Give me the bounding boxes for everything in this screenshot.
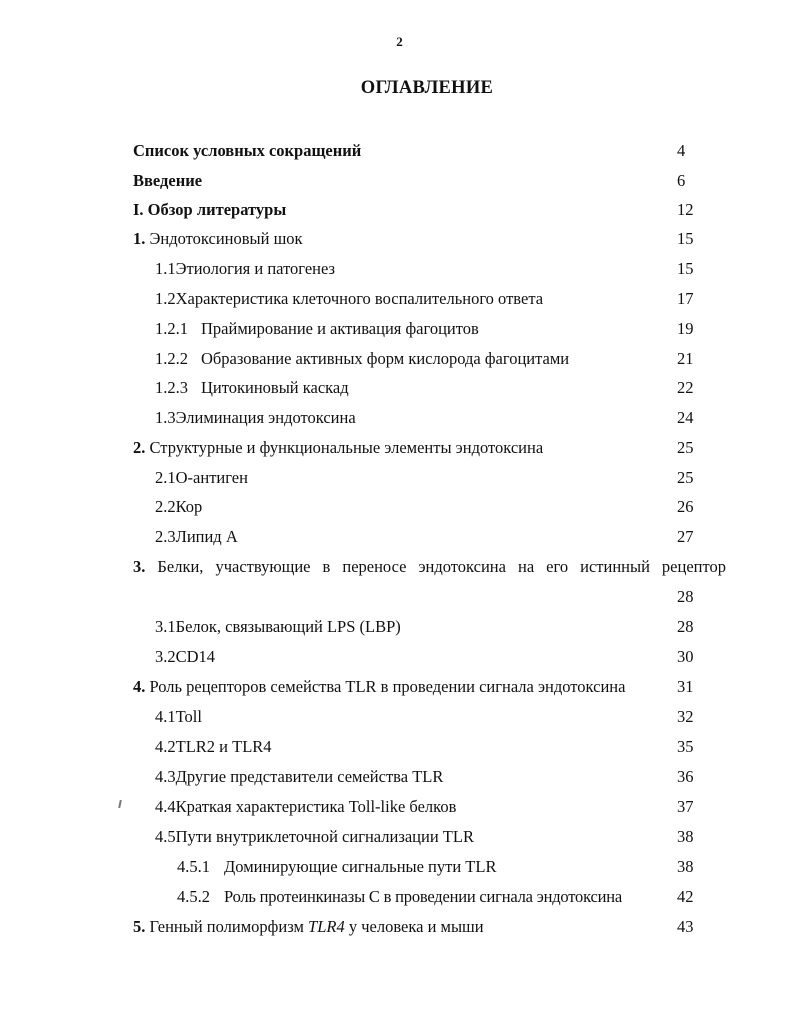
toc-entry-text: Роль протеинкиназы С в проведении сигнала эндотоксина <box>224 887 623 906</box>
toc-entry-text: Структурные и функциональные элементы эндотоксина <box>149 438 544 457</box>
toc-entry-text: Доминирующие сигнальные пути TLR <box>224 857 497 876</box>
toc-entry-number: 2.1 <box>155 468 176 487</box>
toc-entry-page: 32 <box>677 707 694 726</box>
toc-entry-page: 35 <box>677 737 694 756</box>
toc-entry-text: Введение <box>133 171 203 190</box>
toc-entry-number: 1.2.1 <box>155 319 188 338</box>
toc-entry-page: 6 <box>677 171 686 190</box>
toc-entry-number: 1.2.3 <box>155 378 188 397</box>
toc-entry-number: I. <box>133 200 144 219</box>
toc-entry-text: Генный полиморфизм <box>149 917 304 936</box>
toc-entry-page: 15 <box>677 259 694 278</box>
toc-entry-page: 27 <box>677 527 694 546</box>
toc-entry-text: Toll <box>175 707 202 726</box>
toc-entry-text-tail: у человека и мыши <box>348 917 484 936</box>
toc-entry-1[interactable] <box>0 229 799 255</box>
toc-entry-text: Список условных сокращений <box>133 141 362 160</box>
toc-entry-number: 4. <box>133 677 146 696</box>
toc-entry-text: Липид А <box>175 527 238 546</box>
toc-entry-1-2-3[interactable] <box>0 378 799 404</box>
toc-entry-number: 1. <box>133 229 146 248</box>
toc-entry-2-3[interactable] <box>0 527 799 553</box>
toc-entry-page: 30 <box>677 647 694 666</box>
toc-entry-number: 3.2 <box>155 647 176 666</box>
toc-entry-number: 2.3 <box>155 527 176 546</box>
toc-entry-page: 37 <box>677 797 694 816</box>
toc-entry-number: 4.5 <box>155 827 176 846</box>
toc-entry-number: 4.3 <box>155 767 176 786</box>
toc-entry-page: 17 <box>677 289 694 308</box>
toc-entry-abbreviations[interactable] <box>0 141 799 167</box>
toc-entry-text: TLR2 и TLR4 <box>175 737 272 756</box>
toc-entry-text: Краткая характеристика Toll-like белков <box>175 797 457 816</box>
toc-entry-number: 3.1 <box>155 617 176 636</box>
toc-entry-number: 4.1 <box>155 707 176 726</box>
toc-entry-1-2-2[interactable] <box>0 349 799 375</box>
toc-entry-2-2[interactable] <box>0 497 799 523</box>
toc-entry-2-1[interactable] <box>0 468 799 494</box>
toc-entry-2[interactable] <box>0 438 799 464</box>
toc-entry-number: 4.2 <box>155 737 176 756</box>
toc-entry-number: 4.5.2 <box>177 887 210 906</box>
toc-entry-page: 28 <box>677 587 694 606</box>
toc-entry-page: 25 <box>677 468 694 487</box>
toc-entry-page: 21 <box>677 349 694 368</box>
toc-entry-page: 38 <box>677 827 694 846</box>
toc-entry-number: 5. <box>133 917 146 936</box>
toc-entry-page: 25 <box>677 438 694 457</box>
toc-entry-1-2[interactable] <box>0 289 799 315</box>
toc-entry-1-2-1[interactable] <box>0 319 799 345</box>
toc-entry-page: 4 <box>677 141 686 160</box>
toc-entry-text: Кор <box>175 497 203 516</box>
toc-entry-page: 26 <box>677 497 694 516</box>
toc-entry-text: Характеристика клеточного воспалительного ответа <box>175 289 544 308</box>
toc-entry-page: 22 <box>677 378 694 397</box>
toc-entry-page: 24 <box>677 408 694 427</box>
toc-entry-page: 28 <box>677 617 694 636</box>
toc-entry-text: Элиминация эндотоксина <box>175 408 356 427</box>
toc-entry-number: 2. <box>133 438 146 457</box>
toc-entry-5[interactable] <box>0 917 799 943</box>
toc-entry-part-1[interactable] <box>0 200 799 226</box>
toc-entry-text: Белки, участвующие в переносе эндотоксина на его истинный рецептор <box>157 557 726 576</box>
toc-entry-page: 36 <box>677 767 694 786</box>
toc-entry-page: 31 <box>677 677 694 696</box>
toc-entry-number: 3. <box>133 557 146 576</box>
toc-entry-text: Белок, связывающий LPS (LBP) <box>175 617 401 636</box>
toc-entry-text: Роль рецепторов семейства TLR в проведении сигнала эндотоксина <box>149 677 626 696</box>
toc-entry-4-1[interactable] <box>0 707 799 733</box>
toc-entry-text: Другие представители семейства TLR <box>175 767 444 786</box>
toc-entry-page: 15 <box>677 229 694 248</box>
toc-entry-4[interactable] <box>0 677 799 703</box>
toc-entry-number: 2.2 <box>155 497 176 516</box>
toc-entry-4-3[interactable] <box>0 767 799 793</box>
toc-entry-intro[interactable] <box>0 171 799 197</box>
toc-entry-number: 4.4 <box>155 797 176 816</box>
toc-entry-text: Образование активных форм кислорода фагоцитами <box>201 349 570 368</box>
toc-entry-text: Пути внутриклеточной сигнализации TLR <box>175 827 474 846</box>
toc-entry-1-1[interactable] <box>0 259 799 285</box>
toc-entry-text: Этиология и патогенез <box>175 259 336 278</box>
toc-entry-text: CD14 <box>175 647 216 666</box>
toc-entry-3[interactable] <box>0 557 799 615</box>
toc-entry-number: 1.2.2 <box>155 349 188 368</box>
toc-entry-text: Обзор литературы <box>147 200 287 219</box>
toc-entry-page: 12 <box>677 200 694 219</box>
toc-entry-text: Эндотоксиновый шок <box>149 229 303 248</box>
toc-entry-page: 19 <box>677 319 694 338</box>
toc-entry-1-3[interactable] <box>0 408 799 434</box>
toc-entry-number: 1.3 <box>155 408 176 427</box>
toc-entry-4-5[interactable] <box>0 827 799 853</box>
toc-entry-page: 42 <box>677 887 694 906</box>
toc-entry-4-2[interactable] <box>0 737 799 763</box>
toc-entry-number: 4.5.1 <box>177 857 210 876</box>
toc-entry-text: Цитокиновый каскад <box>201 378 349 397</box>
toc-entry-page: 43 <box>677 917 694 936</box>
page-number: 2 <box>396 34 403 49</box>
toc-entry-3-2[interactable] <box>0 647 799 673</box>
toc-entry-text: О-антиген <box>175 468 248 487</box>
toc-entry-page: 38 <box>677 857 694 876</box>
toc-entry-number: 1.2 <box>155 289 176 308</box>
page-title: ОГЛАВЛЕНИЕ <box>360 78 494 98</box>
toc-entry-4-5-2[interactable] <box>0 887 799 913</box>
toc-entry-text: Праймирование и активация фагоцитов <box>201 319 479 338</box>
toc-entry-gene-name: TLR4 <box>308 917 345 936</box>
toc-entry-3-1[interactable] <box>0 617 799 643</box>
toc-entry-number: 1.1 <box>155 259 176 278</box>
toc-entry-4-5-1[interactable] <box>0 857 799 883</box>
